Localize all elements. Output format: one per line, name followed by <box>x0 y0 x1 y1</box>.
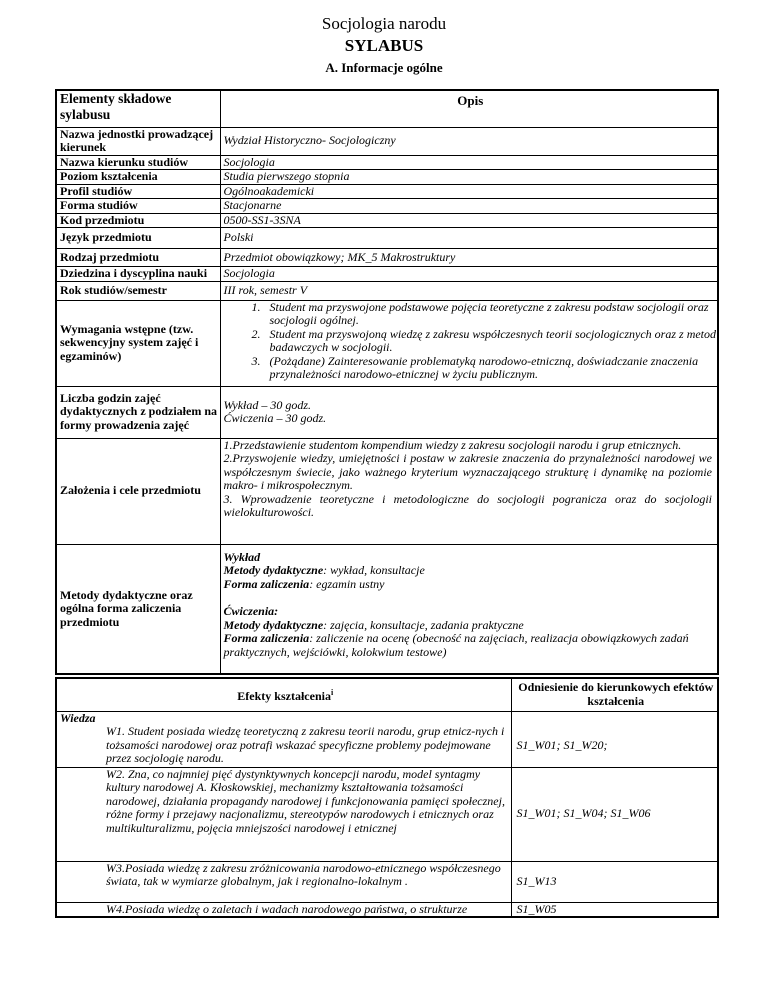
outcome-text: W2. Zna, co najmniej pięć dystynktywnych koncepcji narodu, model syntagmy kultury narodowej A. Kłoskowskiej, mechanizmy kształtowania tożsamości narodowej, działania propagandy narodowej i funkcjonowania pamięci społecznej, różne formy i przejawy nacjonalizmu, stereotypów narodowych i etnicznych oraz multikulturalizmu, pojęcia mniejszości narodowej i etnicznej <box>56 767 511 861</box>
section-heading: A. Informacje ogólne <box>325 60 443 75</box>
col-desc-header: Opis <box>220 90 718 127</box>
year-label: Rok studiów/semestr <box>56 281 220 300</box>
profile-label: Profil studiów <box>56 184 220 199</box>
outcome-codes: S1_W01; S1_W04; S1_W06 <box>511 767 718 861</box>
lecture-methods-key: Metody dydaktyczne <box>223 563 324 577</box>
lang-value: Polski <box>220 228 718 249</box>
methods-value <box>220 544 718 674</box>
exercises-methods-key: Metody dydaktyczne <box>223 617 324 632</box>
type-value: Przedmiot obowiązkowy; MK_5 Makrostruktury <box>220 249 718 267</box>
lecture-form-key: Forma zaliczenia <box>223 576 310 591</box>
outcome-text: W3.Posiada wiedzę z zakresu zróżnicowania narodowo-etnicznego współczesnego świata, tak w wymiarze globalnym, jak i regionalno-lokalnym . <box>56 861 511 902</box>
goal-3: 3. Wprowadzenie teoretyczne i metodologiczne do socjologii pogranicza oraz do socjologii wielokulturowości. <box>223 491 712 519</box>
level-label: Poziom kształcenia <box>56 170 220 185</box>
prereq-item: 2. Student ma przyswojoną wiedzę z zakresu współczesnych teorii socjologicznych oraz z metod badawczych w socjologii. <box>264 328 718 355</box>
lecture-form: : egzamin ustny <box>309 576 385 591</box>
col-elements-header: Elementy składowe sylabusu <box>56 90 220 127</box>
hours-exercises: Ćwiczenia – 30 godz. <box>223 411 327 425</box>
outcome-codes: S1_W05 <box>511 902 718 917</box>
unit-value: Wydział Historyczno- Socjologiczny <box>220 127 718 155</box>
learning-outcomes-table <box>55 677 719 918</box>
unit-label: Nazwa jednostki prowadzącej kierunek <box>56 127 220 155</box>
field-value: Socjologia <box>220 155 718 170</box>
discipline-label: Dziedzina i dyscyplina nauki <box>56 267 220 282</box>
syllabus-heading: SYLABUS <box>344 36 424 55</box>
hours-label: Liczba godzin zajęć dydaktycznych z podziałem na formy prowadzenia zajęć <box>56 386 220 438</box>
methods-label: Metody dydaktyczne oraz ogólna forma zaliczenia przedmiotu <box>56 544 220 674</box>
discipline-value: Socjologia <box>220 267 718 282</box>
goals-label: Założenia i cele przedmiotu <box>56 438 220 544</box>
hours-lecture: Wykład – 30 godz. <box>223 397 312 412</box>
lecture-heading: Wykład <box>223 549 261 564</box>
prereq-item: 3. (Pożądane) Zainteresowanie problematyką narodowo-etniczną, doświadczanie znaczenia przynależności narodowo-etnicznej w życiu publicznym. <box>264 355 718 382</box>
goals-value <box>220 438 718 544</box>
outcome-text: W1. Student posiada wiedzę teoretyczną z zakresu teorii narodu, grup etnicz-nych i tożsamości narodowej oraz potrafi wskazać specyficzne problemy podejmowane przez socjologię narodu. <box>56 725 511 767</box>
type-label: Rodzaj przedmiotu <box>56 249 220 267</box>
field-label: Nazwa kierunku studiów <box>56 155 220 170</box>
group-heading: Wiedza <box>56 711 511 725</box>
year-value: III rok, semestr V <box>220 281 718 300</box>
profile-value: Ogólnoakademicki <box>220 184 718 199</box>
form-value: Stacjonarne <box>220 199 718 214</box>
level-value: Studia pierwszego stopnia <box>220 170 718 185</box>
lang-label: Język przedmiotu <box>56 228 220 249</box>
code-value: 0500-SS1-3SNA <box>220 213 718 228</box>
reference-header: Odniesienie do kierunkowych efektów kształcenia <box>511 678 718 711</box>
outcome-text: W4.Posiada wiedzę o zaletach i wadach narodowego państwa, o strukturze <box>56 902 511 917</box>
goal-1: 1.Przedstawienie studentom kompendium wiedzy z zakresu socjologii narodu i grup etnicznych. <box>223 437 682 452</box>
outcome-codes: S1_W01; S1_W20; <box>511 725 718 767</box>
effects-header: Efekty kształcenia$^i$ <box>56 678 511 711</box>
footnote-marker: i <box>330 688 334 697</box>
prereq-label: Wymagania wstępne (tzw. sekwencyjny system zajęć i egzaminów) <box>56 300 220 386</box>
code-label: Kod przedmiotu <box>56 213 220 228</box>
outcome-codes: S1_W13 <box>511 861 718 902</box>
general-info-table <box>55 89 719 675</box>
prereq-item: 1. Student ma przyswojone podstawowe pojęcia teoretyczne z zakresu podstaw socjologii oraz socjologii ogólnej. <box>264 301 718 328</box>
form-label: Forma studiów <box>56 199 220 214</box>
exercises-heading: Ćwiczenia: <box>223 604 279 618</box>
lecture-methods: : wykład, konsultacje <box>323 563 425 577</box>
exercises-methods: : zajęcia, konsultacje, zadania praktyczne <box>323 617 524 632</box>
exercises-form: : zaliczenie na ocenę (obecność na zajęciach, realizacja obowiązkowych zadań praktycznych, wejściówki, kolokwium testowe) <box>223 631 689 659</box>
course-title: Socjologia narodu <box>321 14 447 33</box>
prereq-value <box>220 300 718 386</box>
hours-value <box>220 386 718 438</box>
goal-2: 2.Przyswojenie wiedzy, umiejętności i postaw w zakresie znaczenia do przynależności narodowej we współczesnym świecie, jako ważnego kryterium wyznaczającego strukturę i dynamikę na poziomie makro- i mikrospołecznym. <box>223 451 712 492</box>
exercises-form-key: Forma zaliczenia <box>223 631 310 645</box>
